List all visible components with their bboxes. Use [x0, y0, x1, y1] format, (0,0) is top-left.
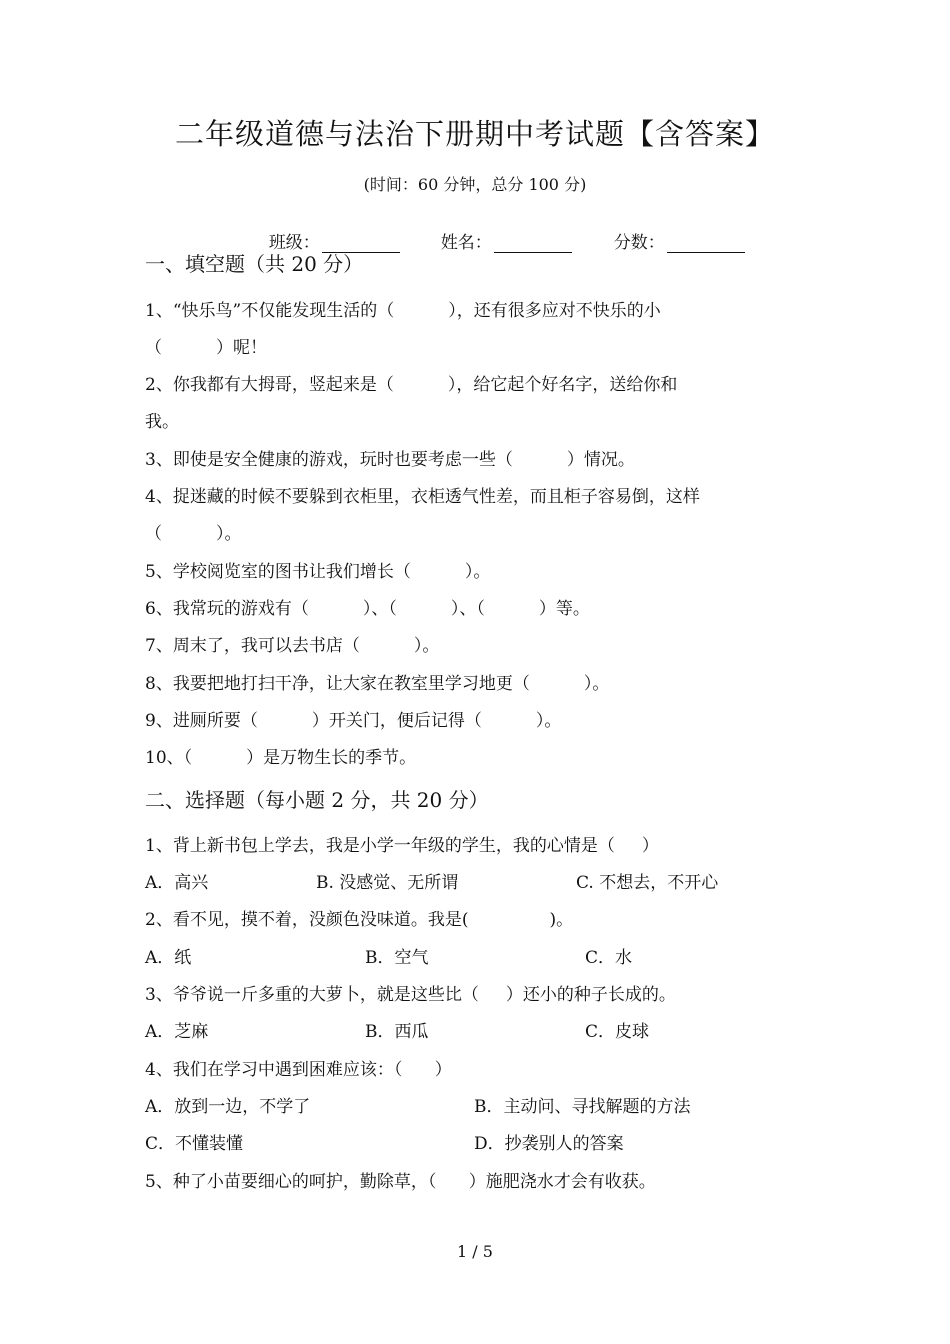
- q2-option-b: B．空气: [365, 948, 429, 968]
- s1-line: 2、你我都有大拇哥，竖起来是（ ），给它起个好名字，送给你和: [145, 375, 678, 395]
- exam-subtitle: (时间：60 分钟，总分 100 分): [363, 175, 587, 194]
- s1-line: 我。: [145, 412, 179, 432]
- s1-line: 6、我常玩的游戏有（ ）、（ ）、（ ）等。: [145, 599, 590, 619]
- s1-line: 8、我要把地打扫干净，让大家在教室里学习地更（ ）。: [145, 674, 610, 694]
- name-label: 姓名：: [440, 233, 492, 253]
- q5-stem: 5、种了小苗要细心的呵护，勤除草，（ ）施肥浇水才会有收获。: [145, 1172, 656, 1192]
- q1-option-c: C. 不想去，不开心: [576, 873, 719, 893]
- q4-option-b: B．主动问、寻找解题的方法: [474, 1097, 691, 1117]
- class-field: [258, 208, 400, 253]
- q3-option-c: C．皮球: [585, 1022, 650, 1042]
- class-label: 班级：: [268, 233, 320, 253]
- name-field: [430, 208, 572, 253]
- page-number: 1 / 5: [457, 1242, 493, 1261]
- section-2-heading: 二、选择题（每小题 2 分，共 20 分）: [145, 788, 489, 812]
- s1-line: 10、（ ）是万物生长的季节。: [145, 748, 417, 768]
- q2-option-c: C．水: [585, 948, 633, 968]
- q2-stem: 2、看不见，摸不着，没颜色没味道。我是( )。: [145, 910, 574, 930]
- q4-option-c: C．不懂装懂: [145, 1134, 244, 1154]
- q1-stem: 1、背上新书包上学去，我是小学一年级的学生，我的心情是（ ）: [145, 836, 659, 856]
- q3-option-b: B．西瓜: [365, 1022, 429, 1042]
- q3-option-a: A．芝麻: [145, 1022, 209, 1042]
- s1-line: 3、即使是安全健康的游戏，玩时也要考虑一些（ ）情况。: [145, 450, 635, 470]
- q1-option-a: A．高兴: [145, 873, 209, 893]
- score-field: [603, 208, 745, 253]
- s1-line: 9、进厕所要（ ）开关门，便后记得（ ）。: [145, 711, 562, 731]
- section-1-heading: 一、填空题（共 20 分）: [145, 252, 364, 276]
- q2-option-a: A．纸: [145, 948, 192, 968]
- q1-option-b: B. 没感觉、无所谓: [316, 873, 459, 893]
- score-label: 分数：: [613, 233, 665, 253]
- q4-option-d: D．抄袭别人的答案: [474, 1134, 624, 1154]
- score-blank[interactable]: [667, 234, 745, 253]
- name-blank[interactable]: [494, 234, 572, 253]
- s1-line: 4、捉迷藏的时候不要躲到衣柜里，衣柜透气性差，而且柜子容易倒，这样: [145, 487, 700, 507]
- q4-option-a: A．放到一边，不学了: [145, 1097, 311, 1117]
- q3-stem: 3、爷爷说一斤多重的大萝卜，就是这些比（ ）还小的种子长成的。: [145, 985, 676, 1005]
- s1-line: （ ）。: [145, 524, 242, 544]
- q4-stem: 4、我们在学习中遇到困难应该：（ ）: [145, 1060, 452, 1080]
- s1-line: （ ）呢！: [145, 338, 268, 358]
- s1-line: 7、周末了，我可以去书店（ ）。: [145, 636, 440, 656]
- s1-line: 5、学校阅览室的图书让我们增长（ ）。: [145, 562, 491, 582]
- s1-line: 1、“快乐鸟”不仅能发现生活的（ ），还有很多应对不快乐的小: [145, 301, 661, 321]
- page-title: 二年级道德与法治下册期中考试题【含答案】: [174, 117, 775, 151]
